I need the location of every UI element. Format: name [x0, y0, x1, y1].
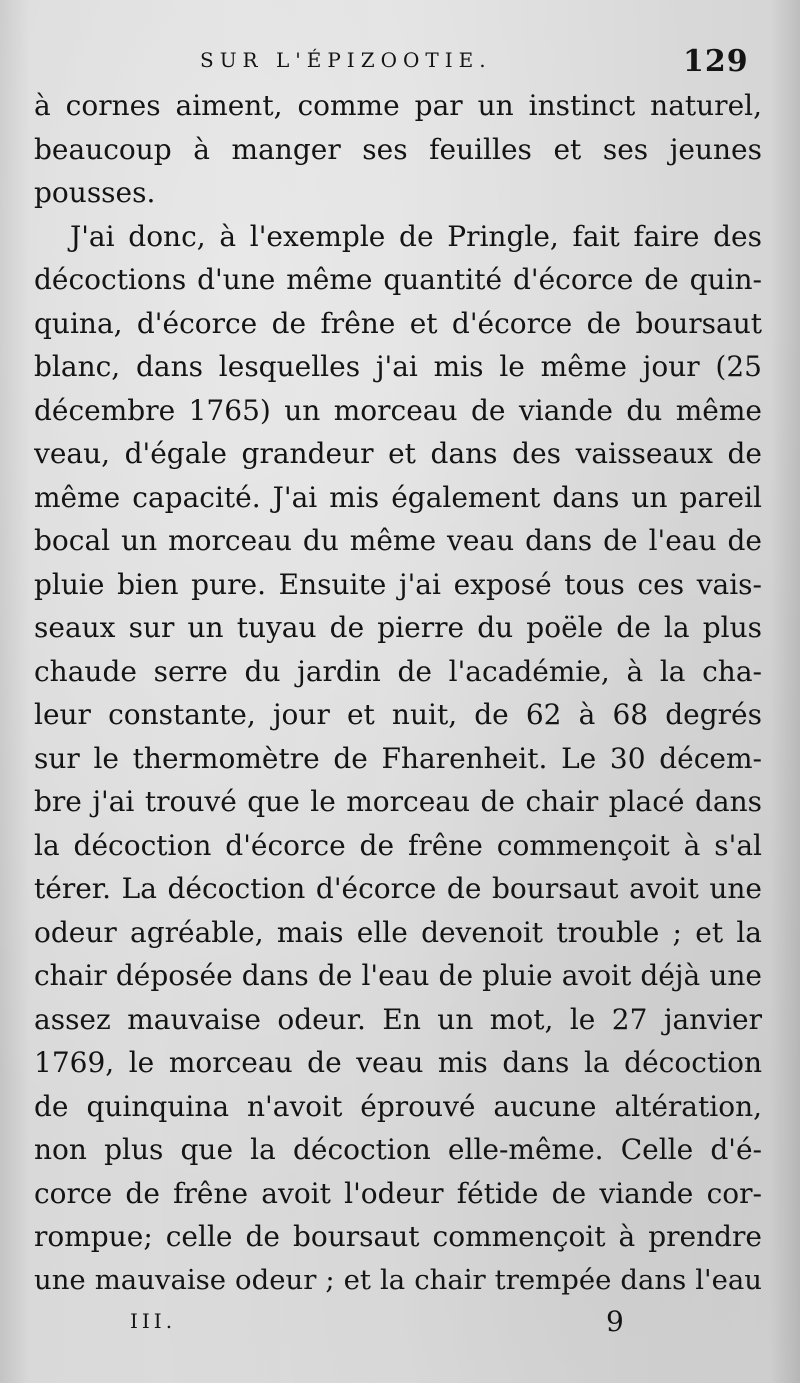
text-line: 1769, le morceau de veau mis dans la décoction: [34, 1046, 762, 1079]
body-text: [34, 84, 762, 1302]
text-line: quina, d'écorce de frêne et d'écorce de boursaut: [34, 306, 762, 340]
text-line: une mauvaise odeur ; et la chair trempée dans l'eau: [34, 1263, 762, 1296]
text-line: odeur agréable, mais elle devenoit trouble ; et la: [34, 915, 762, 949]
text-line: décembre 1765) un morceau de viande du même: [34, 393, 762, 427]
text-line: corce de frêne avoit l'odeur fétide de viande cor-: [34, 1176, 762, 1210]
text-line: même capacité. J'ai mis également dans un pareil: [34, 480, 762, 514]
text-line: seaux sur un tuyau de pierre du poële de la plus: [34, 611, 762, 644]
text-line: blanc, dans lesquelles j'ai mis le même jour (25: [34, 350, 762, 383]
page-footer: [0, 1305, 800, 1345]
text-line: leur constante, jour et nuit, de 62 à 68 degrés: [34, 698, 762, 731]
text-line: bocal un morceau du même veau dans de l'eau de: [34, 524, 762, 557]
text-line: pousses.: [34, 176, 156, 209]
running-head: [0, 38, 800, 82]
text-line: assez mauvaise odeur. En un mot, le 27 janvier: [34, 1002, 762, 1036]
text-line: décoctions d'une même quantité d'écorce de quin-: [34, 263, 762, 296]
signature-mark: III.: [130, 1309, 177, 1333]
running-title: SUR L'ÉPIZOOTIE.: [200, 48, 492, 72]
text-line: pluie bien pure. Ensuite j'ai exposé tous ces vais-: [34, 567, 762, 601]
text-line: beaucoup à manger ses feuilles et ses jeunes: [34, 132, 762, 166]
text-line: à cornes aiment, comme par un instinct naturel,: [34, 89, 762, 122]
text-line: bre j'ai trouvé que le morceau de chair placé dans: [34, 785, 762, 818]
text-line: veau, d'égale grandeur et dans des vaisseaux de: [34, 437, 762, 470]
text-line: chaude serre du jardin de l'académie, à la cha-: [34, 654, 762, 688]
text-line: de quinquina n'avoit éprouvé aucune altération,: [34, 1089, 762, 1123]
text-line: rompue; celle de boursaut commençoit à prendre: [34, 1220, 762, 1253]
text-line: non plus que la décoction elle-même. Celle d'é-: [34, 1133, 762, 1166]
sheet-number: 9: [606, 1305, 624, 1338]
text-line: sur le thermomètre de Fharenheit. Le 30 décem-: [34, 741, 762, 775]
text-line: térer. La décoction d'écorce de boursaut avoit une: [34, 872, 762, 905]
text-line: J'ai donc, à l'exemple de Pringle, fait faire des: [70, 219, 762, 253]
text-line: la décoction d'écorce de frêne commençoit à s'al: [34, 828, 762, 862]
text-line: chair déposée dans de l'eau de pluie avoit déjà une: [34, 959, 762, 992]
page-number: 129: [683, 44, 749, 79]
